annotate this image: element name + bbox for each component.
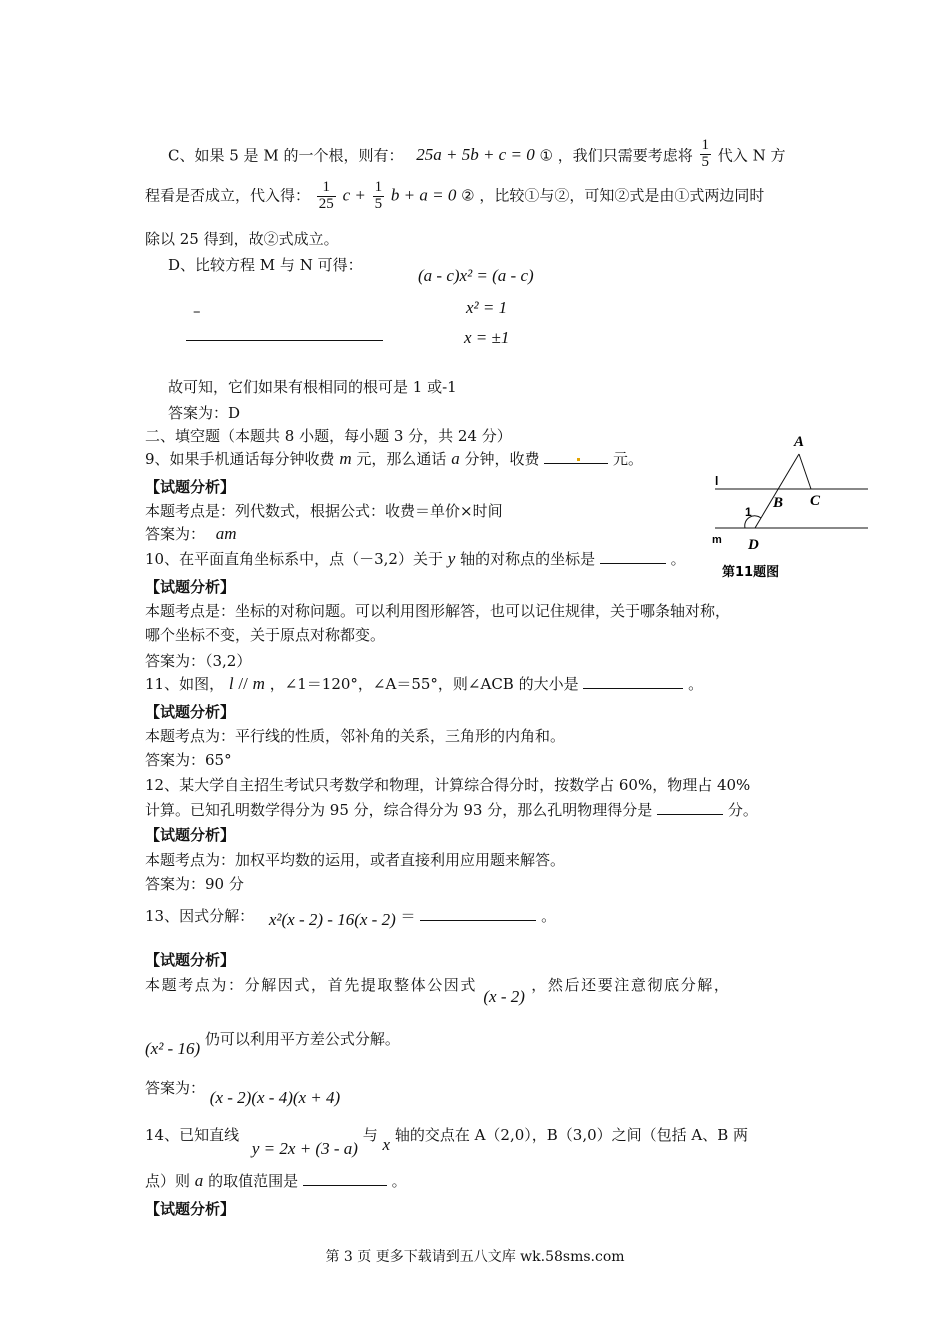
q14-analysis-heading: 【试题分析】 bbox=[145, 1200, 236, 1218]
q11-line bbox=[145, 673, 703, 694]
q12-answer-blank[interactable] bbox=[657, 800, 723, 815]
q14-var-x: x bbox=[382, 1135, 391, 1154]
frac-numerator: 1 bbox=[701, 137, 710, 153]
q10-text-c: 。 bbox=[670, 550, 686, 568]
label-m: m bbox=[712, 534, 722, 546]
q13-line2-text: 仍可以利用平方差公式分解。 bbox=[204, 1030, 400, 1048]
q12-text-b: 分。 bbox=[727, 801, 758, 819]
q10-point-1: 本题考点是：坐标的对称问题。可以利用图形解答，也可以记住规律，关于哪条轴对称， bbox=[145, 602, 731, 620]
q11-var-l: l bbox=[228, 674, 234, 693]
frac-numerator: 1 bbox=[317, 180, 336, 197]
q10-answer-blank[interactable] bbox=[600, 549, 666, 564]
q14-line bbox=[145, 1124, 749, 1158]
segment-AD bbox=[755, 454, 799, 528]
label-A: A bbox=[794, 434, 805, 450]
q13-answer-blank[interactable] bbox=[420, 906, 536, 921]
c-line1-text-a: C、如果 5 是 M 的一个根，则有： bbox=[168, 146, 404, 165]
q13-answer bbox=[145, 1077, 341, 1107]
q9-var-a: a bbox=[451, 449, 460, 468]
q14-text-b: 与 bbox=[362, 1126, 378, 1144]
q11-parallel: // bbox=[238, 674, 248, 693]
d-answer: 答案为：D bbox=[168, 404, 241, 422]
c-eq2-mid: c + bbox=[342, 185, 366, 205]
figure-caption: 第11题图 bbox=[722, 565, 780, 580]
q14-expr: y = 2x + (3 - a) bbox=[251, 1139, 358, 1158]
q10-var-y: y bbox=[447, 549, 456, 568]
c-circ2: ② bbox=[461, 186, 475, 205]
q11-var-m: m bbox=[252, 674, 265, 693]
orange-dot-icon bbox=[577, 458, 580, 461]
q13-answer-math: (x - 2)(x - 4)(x + 4) bbox=[209, 1088, 341, 1107]
c-line-3: 除以 25 得到，故②式成立。 bbox=[145, 230, 339, 248]
q12-point: 本题考点为：加权平均数的运用，或者直接利用应用题来解答。 bbox=[145, 851, 566, 869]
d-eq-b: x² = 1 bbox=[466, 298, 508, 317]
q9-answer-blank[interactable] bbox=[544, 449, 608, 464]
c-circ1: ① bbox=[539, 146, 553, 165]
c-eq2-tail: b + a = 0 bbox=[390, 185, 457, 205]
q14-var-a: a bbox=[194, 1171, 204, 1190]
q10-answer: 答案为：（3,2） bbox=[145, 652, 252, 670]
segment-AC bbox=[799, 454, 811, 489]
q14-line2-c: 。 bbox=[391, 1172, 407, 1190]
q9-text-d: 元。 bbox=[613, 450, 644, 468]
q14-line2-a: 点）则 bbox=[145, 1172, 191, 1190]
c-eq1: 25a + 5b + c = 0 bbox=[416, 145, 535, 165]
d-eq-a: (a - c)x² = (a - c) bbox=[418, 266, 534, 285]
q13-analysis-heading: 【试题分析】 bbox=[145, 951, 236, 969]
d-eq-c: x = ±1 bbox=[464, 328, 510, 347]
q13-point-a: 本题考点为：分解因式，首先提取整体公因式 bbox=[145, 976, 478, 994]
page-footer: 第 3 页 更多下载请到五八文库 wk.58sms.com bbox=[325, 1249, 625, 1265]
q13-text-a: 13、因式分解： bbox=[145, 907, 255, 925]
label-angle-1: 1 bbox=[745, 505, 752, 519]
c-frac-1-5b bbox=[373, 180, 385, 213]
c-line-1 bbox=[168, 137, 786, 173]
d-dash: – bbox=[193, 302, 201, 320]
frac-denominator: 5 bbox=[374, 195, 383, 212]
d-conclusion: 故可知，它们如果有根相同的根可是 1 或-1 bbox=[168, 378, 457, 396]
q9-text-b: 元，那么通话 bbox=[356, 450, 447, 468]
q10-text-a: 10、在平面直角坐标系中，点（－3,2）关于 bbox=[145, 550, 443, 568]
q14-text-a: 14、已知直线 bbox=[145, 1126, 240, 1144]
c-line2-text-b: ，比较①与②，可知②式是由①式两边同时 bbox=[479, 186, 765, 205]
q10-point-2: 哪个坐标不变，关于原点对称都变。 bbox=[145, 626, 386, 644]
frac-denominator: 5 bbox=[701, 153, 710, 170]
q13-point-math: (x - 2) bbox=[483, 987, 525, 1006]
c-line2-text-a: 程看是否成立，代入得： bbox=[145, 186, 311, 205]
q9-var-m: m bbox=[339, 449, 352, 468]
q13-line bbox=[145, 905, 557, 929]
parallel-lines-triangle-diagram bbox=[700, 428, 875, 588]
section-2-title: 二、填空题（本题共 8 小题，每小题 3 分，共 24 分） bbox=[145, 427, 512, 445]
q9-text-c: 分钟，收费 bbox=[464, 450, 540, 468]
q13-eq: ＝ bbox=[400, 907, 416, 925]
q9-text-a: 9、如果手机通话每分钟收费 bbox=[145, 450, 335, 468]
q14-answer-blank[interactable] bbox=[303, 1171, 387, 1186]
q11-answer-blank[interactable] bbox=[583, 674, 683, 689]
q11-text-a: 11、如图， bbox=[145, 675, 225, 693]
q9-answer-label: 答案为： bbox=[145, 525, 206, 543]
q14-line2-b: 的取值范围是 bbox=[208, 1172, 299, 1190]
q12-analysis-heading: 【试题分析】 bbox=[145, 826, 236, 844]
q9-line bbox=[145, 448, 643, 469]
q11-analysis-heading: 【试题分析】 bbox=[145, 703, 236, 721]
q11-answer: 答案为：65° bbox=[145, 751, 232, 769]
c-line1-text-c: 代入 N 方 bbox=[717, 146, 786, 165]
q13-line-2 bbox=[145, 1028, 400, 1058]
q9-answer bbox=[145, 523, 237, 544]
q11-text-c: 。 bbox=[688, 675, 704, 693]
label-B: B bbox=[773, 495, 784, 511]
q13-expr: x²(x - 2) - 16(x - 2) bbox=[268, 910, 396, 929]
q11-point: 本题考点为：平行线的性质，邻补角的关系，三角形的内角和。 bbox=[145, 727, 566, 745]
q12-answer: 答案为：90 分 bbox=[145, 875, 244, 893]
q13-answer-label: 答案为： bbox=[145, 1079, 206, 1097]
label-l: l bbox=[715, 474, 719, 488]
c-line1-text-b: ，我们只需要考虑将 bbox=[557, 146, 693, 165]
c-frac-1-5 bbox=[700, 138, 712, 171]
c-line-2 bbox=[145, 180, 764, 213]
q14-text-c: 轴的交点在 A（2,0），B（3,0）之间（包括 A、B 两 bbox=[394, 1126, 749, 1144]
q11-text-b: ，∠1＝120°，∠A＝55°，则∠ACB 的大小是 bbox=[269, 675, 579, 693]
c-frac-1-25 bbox=[317, 180, 336, 213]
q14-line-2 bbox=[145, 1170, 407, 1191]
label-C: C bbox=[810, 493, 821, 509]
q9-answer-math: am bbox=[215, 524, 237, 543]
d-underline bbox=[186, 340, 383, 341]
q13-line2-math: (x² - 16) bbox=[145, 1039, 201, 1058]
d-line-1: D、比较方程 M 与 N 可得： bbox=[168, 256, 363, 274]
q10-text-b: 轴的对称点的坐标是 bbox=[460, 550, 596, 568]
q13-point-line bbox=[145, 974, 731, 1006]
q9-point: 本题考点是：列代数式，根据公式：收费＝单价×时间 bbox=[145, 502, 503, 520]
q11-figure bbox=[700, 428, 875, 588]
frac-denominator: 25 bbox=[318, 195, 334, 212]
q9-analysis-heading: 【试题分析】 bbox=[145, 478, 236, 496]
q13-text-c: 。 bbox=[541, 907, 557, 925]
q10-analysis-heading: 【试题分析】 bbox=[145, 578, 236, 596]
frac-numerator: 1 bbox=[374, 179, 383, 195]
q13-point-b: ，然后还要注意彻底分解， bbox=[531, 976, 731, 994]
q12-line-2 bbox=[145, 799, 758, 820]
label-D: D bbox=[748, 537, 759, 553]
q12-line-1: 12、某大学自主招生考试只考数学和物理，计算综合得分时，按数学占 60%，物理占 40% bbox=[145, 776, 751, 794]
q12-text-a: 计算。已知孔明数学得分为 95 分，综合得分为 93 分，那么孔明物理得分是 bbox=[145, 801, 653, 819]
q10-line bbox=[145, 548, 686, 569]
